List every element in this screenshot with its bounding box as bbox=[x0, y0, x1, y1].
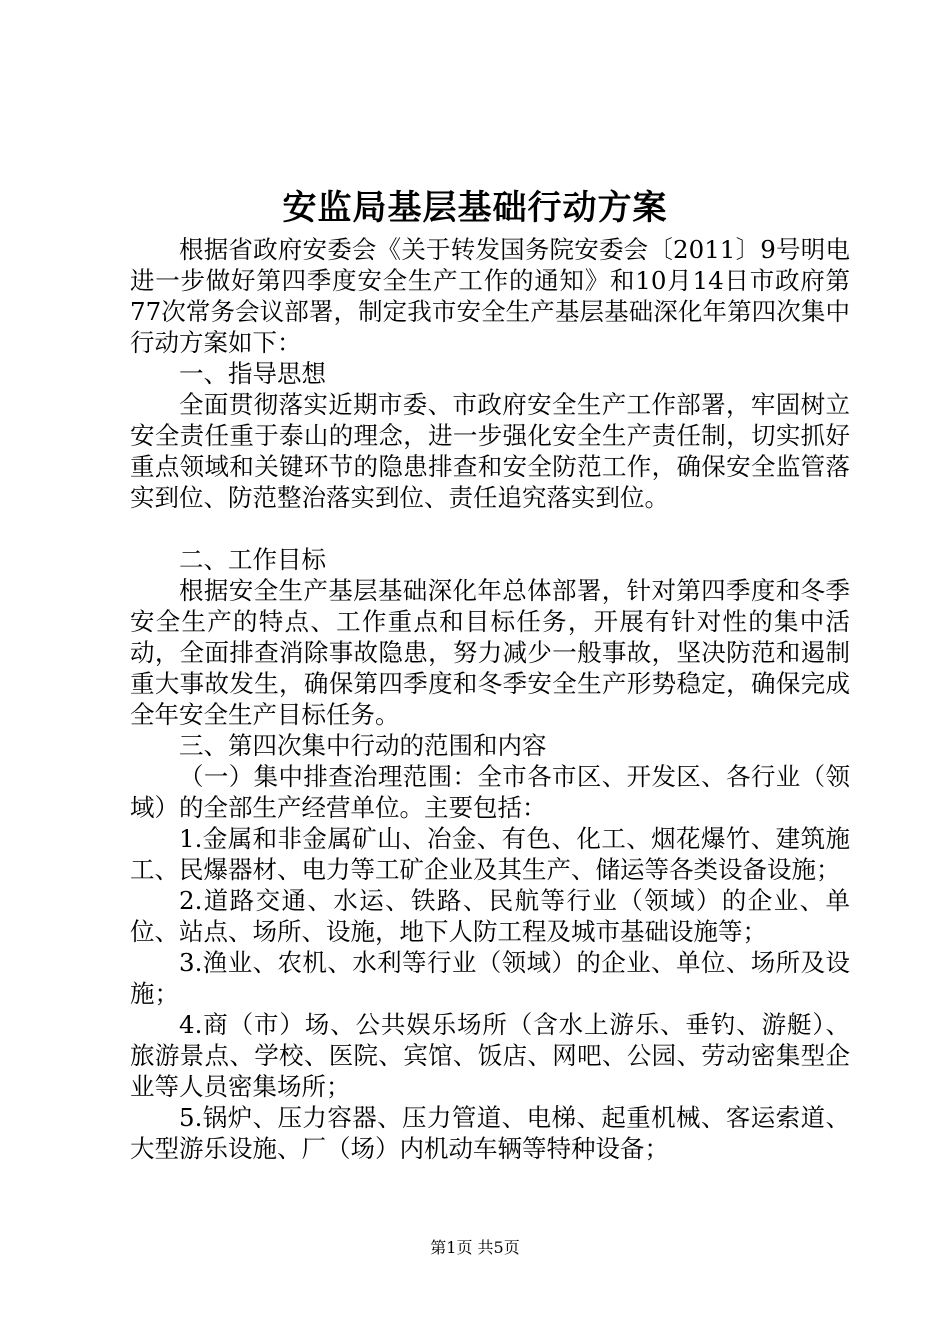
document-title: 安监局基层基础行动方案 bbox=[282, 188, 668, 228]
list-item-5: 5.锅炉、压力容器、压力管道、电梯、起重机械、客运索道、大型游乐设施、厂（场）内机动车辆等特种设备； bbox=[130, 1103, 850, 1163]
list-item-3: 3.渔业、农机、水利等行业（领域）的企业、单位、场所及设施； bbox=[130, 948, 850, 1008]
list-item-1: 1.金属和非金属矿山、冶金、有色、化工、烟花爆竹、建筑施工、民爆器材、电力等工矿企业及其生产、储运等各类设备设施； bbox=[130, 824, 850, 884]
list-item-2: 2.道路交通、水运、铁路、民航等行业（领域）的企业、单位、站点、场所、设施，地下人防工程及城市基础设施等； bbox=[130, 886, 850, 946]
list-item-4: 4.商（市）场、公共娱乐场所（含水上游乐、垂钓、游艇）、旅游景点、学校、医院、宾馆、饭店、网吧、公园、劳动密集型企业等人员密集场所； bbox=[130, 1010, 850, 1101]
work-goals-paragraph: 根据安全生产基层基础深化年总体部署，针对第四季度和冬季安全生产的特点、工作重点和目标任务，开展有针对性的集中活动，全面排查消除事故隐患，努力减少一般事故，坚决防范和遏制重大事故发生，确保第四季度和冬季安全生产形势稳定，确保完成全年安全生产目标任务。 bbox=[130, 576, 850, 729]
guiding-thought-paragraph: 全面贯彻落实近期市委、市政府安全生产工作部署，牢固树立安全责任重于泰山的理念，进一步强化安全生产责任制，切实抓好重点领域和关键环节的隐患排查和安全防范工作，确保安全监管落实到位、防范整治落实到位、责任追究落实到位。 bbox=[130, 390, 850, 512]
paragraph-spacer bbox=[130, 513, 850, 544]
document-body bbox=[130, 234, 850, 1164]
page-number-footer: 第1页 共5页 bbox=[430, 1238, 520, 1257]
section-heading-scope-content: 三、第四次集中行动的范围和内容 bbox=[179, 731, 547, 760]
scope-paragraph: （一）集中排查治理范围：全市各市区、开发区、各行业（领域）的全部生产经营单位。主要包括： bbox=[130, 762, 850, 822]
section-heading-work-goals: 二、工作目标 bbox=[179, 545, 326, 574]
section-heading-guiding-thought: 一、指导思想 bbox=[179, 359, 326, 388]
intro-paragraph: 根据省政府安委会《关于转发国务院安委会〔2011〕9号明电进一步做好第四季度安全生产工作的通知》和10月14日市政府第77次常务会议部署，制定我市安全生产基层基础深化年第四次集中行动方案如下： bbox=[130, 235, 850, 357]
